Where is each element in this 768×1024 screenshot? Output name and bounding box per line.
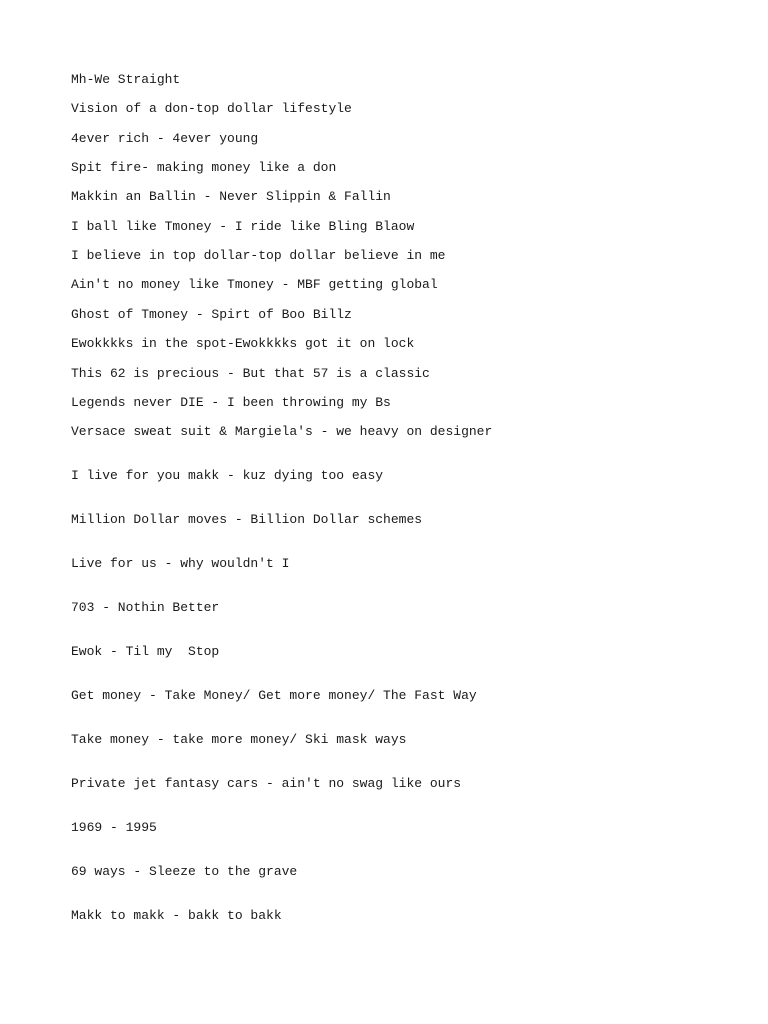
text-line: Vision of a don-top dollar lifestyle — [71, 101, 352, 116]
text-line: 703 - Nothin Better — [71, 600, 220, 615]
text-line: Million Dollar moves - Billion Dollar schemes — [71, 512, 423, 527]
text-line: I ball like Tmoney - I ride like Bling Blaow — [71, 219, 415, 234]
text-line: 4ever rich - 4ever young — [71, 131, 259, 146]
text-line: Mh-We Straight — [71, 72, 181, 87]
text-line: Get money - Take Money/ Get more money/ The Fast Way — [71, 688, 477, 703]
text-line: Makk to makk - bakk to bakk — [71, 908, 282, 923]
text-line: I believe in top dollar-top dollar believe in me — [71, 248, 446, 263]
text-line: This 62 is precious - But that 57 is a classic — [71, 366, 430, 381]
text-line: Private jet fantasy cars - ain't no swag like ours — [71, 776, 462, 791]
text-line: Ewok - Til my Stop — [71, 644, 220, 659]
text-line: Spit fire- making money like a don — [71, 160, 337, 175]
text-line: Makkin an Ballin - Never Slippin & Fallin — [71, 189, 391, 204]
text-line: Ewokkkks in the spot-Ewokkkks got it on lock — [71, 336, 415, 351]
text-line: Take money - take more money/ Ski mask ways — [71, 732, 407, 747]
text-line: Ain't no money like Tmoney - MBF getting global — [71, 277, 438, 292]
text-line: 69 ways - Sleeze to the grave — [71, 864, 298, 879]
text-line: Legends never DIE - I been throwing my Bs — [71, 395, 391, 410]
text-line: Live for us - why wouldn't I — [71, 556, 290, 571]
text-line: 1969 - 1995 — [71, 820, 157, 835]
text-line: I live for you makk - kuz dying too easy — [71, 468, 384, 483]
text-line: Versace sweat suit & Margiela's - we heavy on designer — [71, 424, 493, 439]
text-line: Ghost of Tmoney - Spirt of Boo Billz — [71, 307, 352, 322]
